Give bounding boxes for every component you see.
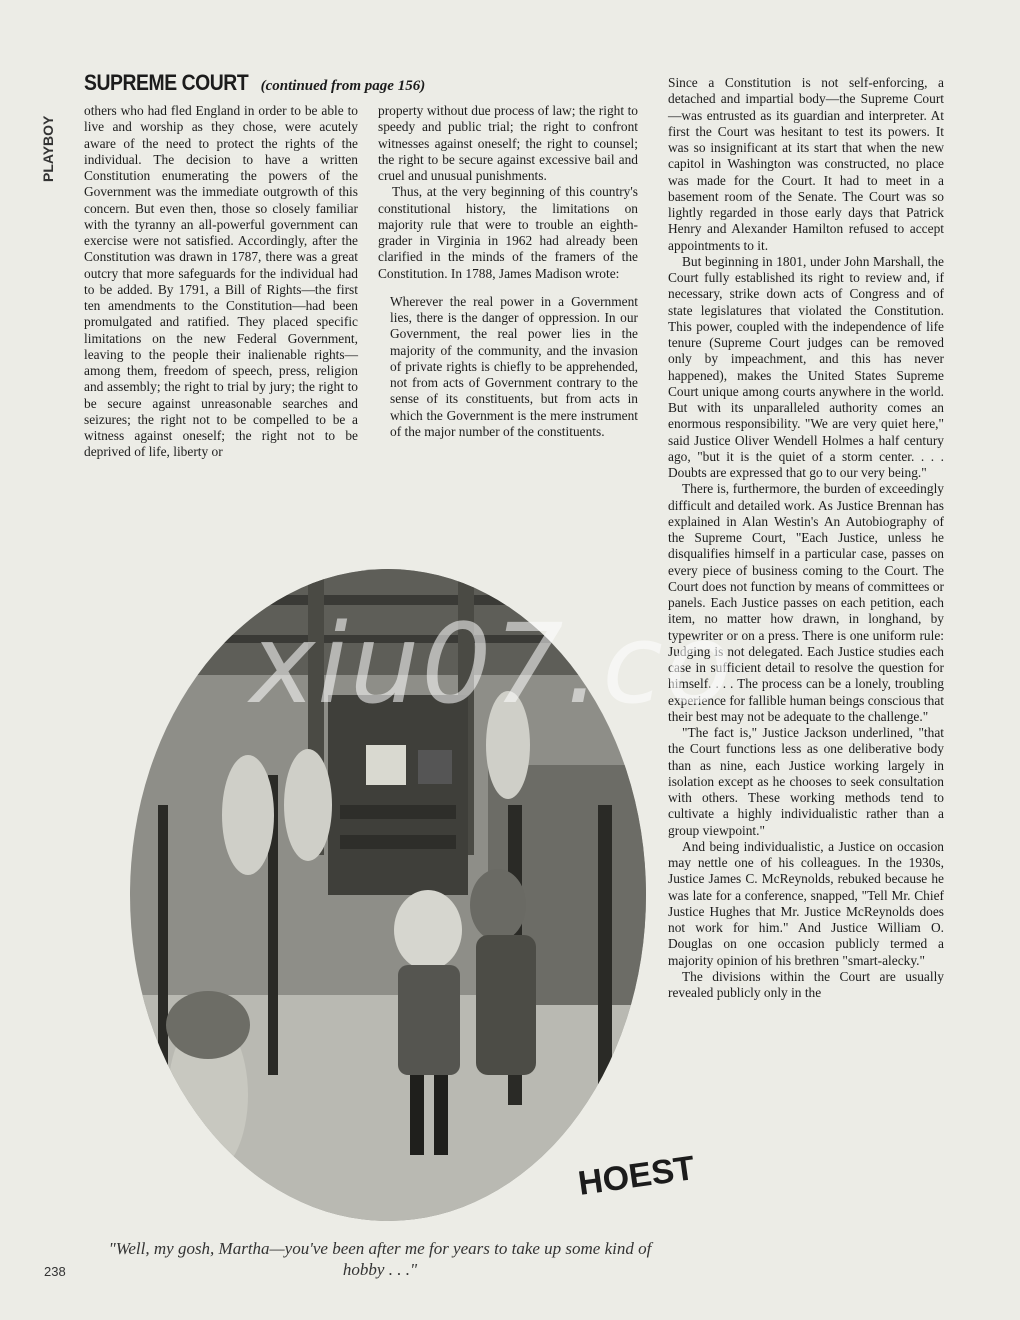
paragraph: Thus, at the very beginning of this country's constitutional history, the limitations on majority rule that were to trouble an eighth-grader in Virginia in 1962 had already been clarified in the minds of the framers of the Constitution. In 1788, James Madison wrote: [378,184,638,281]
man-head [394,890,462,970]
cartoon-caption: "Well, my gosh, Martha—you've been after me for years to take up some kind of hobby . . ." [108,1239,652,1279]
text-column-1 [84,103,358,461]
article-title: SUPREME COURT [84,70,249,95]
text-column-2 [378,103,638,440]
article-headline [84,70,425,96]
watermark: xiu07.co [250,600,735,728]
page-number: 238 [44,1264,66,1279]
paragraph: Since a Constitution is not self-enforcing, a detached and impartial body—the Supreme Court—was entrusted as its guardian and interpreter. At first the Court was hesitant to test its powers. It was so insignificant at its start that when the new capitol in Washington was constructed, no place was made for the Court. It had to meet in a basement room of the Senate. The Court was so lightly regarded in those early days that Patrick Henry and Alexander Hamilton refused to accept appointments to it. [668,75,944,253]
paragraph: property without due process of law; the right to speedy and public trial; the right to confront witnesses against oneself; the right to counsel; the right to be secure against excessive bail and cruel and unusual punishments. [378,103,638,183]
madison-quote: Wherever the real power in a Government lies, there is the danger of oppression. In our Government, the real power lies in the majority of the community, and the invasion of private rights is chiefly to be apprehended, not from acts of Government contrary to the sense of its constituents, but from acts in which the Government is the mere instrument of the major number of the constituents. [390,293,638,439]
paragraph: But beginning in 1801, under John Marshall, the Court fully established its right to review and, if necessary, strike down acts of Congress and of state legislatures that violated the Constitution. This power, coupled with the independence of life tenure (Supreme Court judges can be removed only by impeachment, and this has never happened), makes the United States Supreme Court unique among courts anywhere in the world. But with its unparalleled authority comes an enormous responsibility. "We are very quiet here," said Justice Oliver Wendell Holmes a half century ago, "but it is the quiet of a storm center. . . . Doubts are expressed that go to our very being." [668,253,944,480]
artist-signature: HOEST [575,1148,698,1203]
magazine-name: PLAYBOY [40,115,56,183]
paragraph: "The fact is," Justice Jackson underlined, "that the Court functions less as one deliberative body than as nine, each Justice working largely in isolation except as he chooses to seek consultation with others. These working methods tend to cultivate a highly individualistic rather than a group viewpoint." [668,725,944,838]
paragraph: The divisions within the Court are usually revealed publicly only in the [668,968,944,1000]
paragraph: others who had fled England in order to be able to live and worship as they chose, were acutely aware of the need to protect the rights of the individual. The decision to have a written Constitution enumerating the powers of the Government was the immediate outgrowth of this concern. But even then, those so closely familiar with the tyranny an all-powerful government can exercise were not satisfied. Accordingly, after the Constitution was drawn in 1787, there was a great outcry that more safeguards for the individual had to be added. By 1791, a Bill of Rights—the first ten amendments to the Constitution—had been promulgated and ratified. They placed specific limitations on the new Federal Government, leaving to the people their inalienable rights—among them, freedom of speech, press, religion and assembly; the right to trial by jury; the right to be secure against unreasonable searches and seizures; the right not to be compelled to be a witness against oneself; the right not to be deprived of life, liberty or [84,103,358,460]
paragraph: And being individualistic, a Justice on occasion may nettle one of his colleagues. In the 1930s, Justice James C. McReynolds, rebuked because he was late for a conference, snapped, "Tell Mr. Chief Justice Hughes that Mr. Justice McReynolds does not work for him." And Justice William O. Douglas on one occasion publicly termed a majority opinion of his brethren "smart-alecky." [668,838,944,968]
text-column-3 [668,75,944,1001]
paragraph: There is, furthermore, the burden of exceedingly difficult and detailed work. As Justice Brennan has explained in Alan Westin's An Autobiography of the Supreme Court, "Each Justice, unless he disqualifies himself in a particular case, passes on every piece of business coming to the Court. The Court does not function by means of committees or panels. Each Justice passes on each petition, each item, no matter how drawn, in longhand, by typewriter or on a press. There is one uniform rule: Judging is not delegated. Each Justice studies each case in sufficient detail to resolve the question for himself. . . . The process can be a lonely, troubling experience for fallible human beings conscious that their best may not be adequate to the challenge." [668,481,944,724]
woman-head [470,869,526,941]
continued-note: (continued from page 156) [260,78,426,94]
